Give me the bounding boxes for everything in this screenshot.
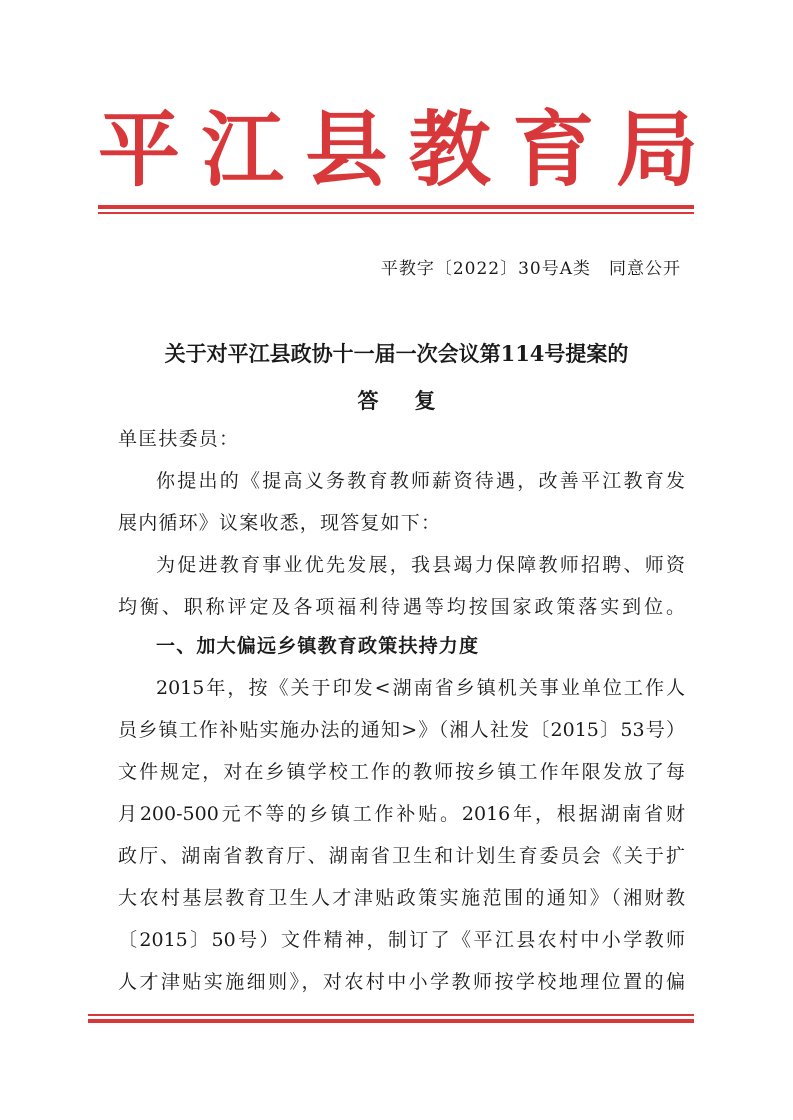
body-line: 大农村基层教育卫生人才津贴政策实施范围的通知》（湘财教 [118,887,685,909]
salutation: 单匡扶委员： [118,428,240,450]
footer-red-rule [88,1014,694,1023]
body-line: 月200-500元不等的乡镇工作补贴。2016年，根据湖南省财 [118,803,685,825]
body-line: 人才津贴实施细则》，对农村中小学教师按学校地理位置的偏 [118,971,685,993]
document-number: 平教字〔2022〕30号A类 同意公开 [380,259,681,279]
masthead-char: 江 [201,102,284,198]
body-line: 〔2015〕50号）文件精神，制订了《平江县农村中小学教师 [118,929,685,951]
body-line: 2015年，按《关于印发<湖南省乡镇机关事业单位工作人 [156,677,685,699]
document-title-reply: 答复 [357,388,472,413]
header-red-rule [98,205,694,214]
body-line: 你提出的《提高义务教育教师薪资待遇，改善平江教育发 [156,470,685,492]
masthead-char: 教 [408,102,491,198]
masthead-char: 育 [512,102,595,198]
document-title: 关于对平江县政协十一届一次会议第114号提案的 [164,341,629,366]
body-line: 为促进教育事业优先发展，我县竭力保障教师招聘、师资 [156,554,685,576]
masthead-char: 平 [98,102,181,198]
body-line: 员乡镇工作补贴实施办法的通知>》（湘人社发〔2015〕53号） [118,719,685,741]
section-heading: 一、加大偏远乡镇教育政策扶持力度 [156,635,480,657]
masthead-org-name [98,100,698,200]
body-line: 政厅、湖南省教育厅、湖南省卫生和计划生育委员会《关于扩 [118,845,685,867]
body-line: 均衡、职称评定及各项福利待遇等均按国家政策落实到位。 [118,596,685,618]
masthead-char: 局 [615,102,698,198]
body-line: 展内循环》议案收悉，现答复如下： [118,512,442,534]
body-line: 文件规定，对在乡镇学校工作的教师按乡镇工作年限发放了每 [118,761,685,783]
masthead-char: 县 [305,102,388,198]
